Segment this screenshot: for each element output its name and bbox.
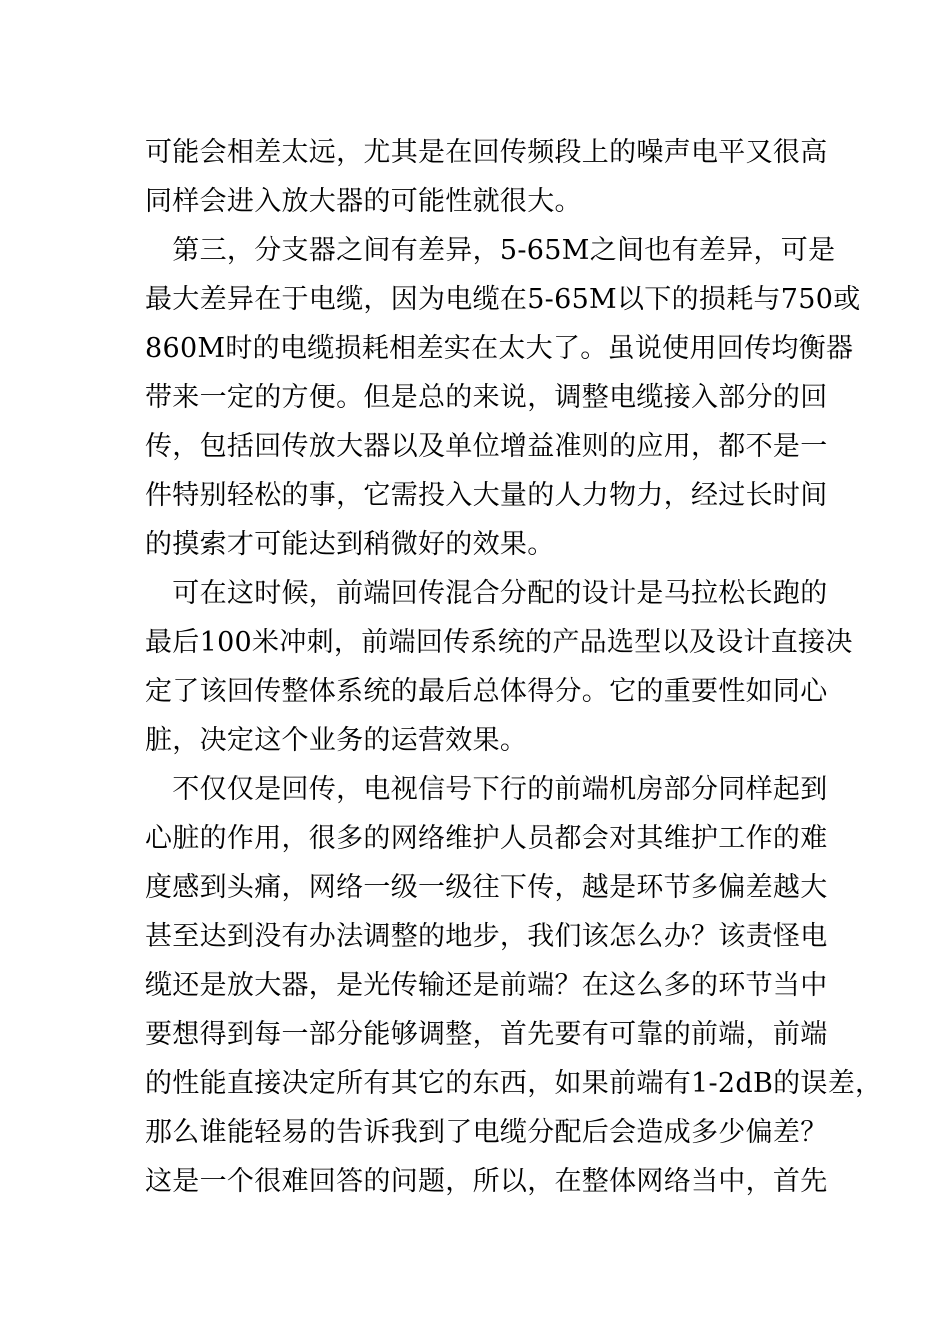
text-line: 甚至达到没有办法调整的地步，我们该怎么办？该责怪电 [145, 921, 828, 952]
text-line: 要想得到每一部分能够调整，首先要有可靠的前端，前端 [145, 1019, 828, 1050]
text-line: 度感到头痛，网络一级一级往下传，越是环节多偏差越大 [145, 872, 828, 903]
text-line: 可在这时候，前端回传混合分配的设计是马拉松长跑的 [145, 578, 828, 609]
text-line: 同样会进入放大器的可能性就很大。 [145, 186, 582, 217]
text-line: 最后100米冲刺，前端回传系统的产品选型以及设计直接决 [145, 627, 853, 658]
text-line: 缆还是放大器，是光传输还是前端？在这么多的环节当中 [145, 970, 828, 1001]
text-line: 那么谁能轻易的告诉我到了电缆分配后会造成多少偏差？ [145, 1117, 828, 1148]
text-line: 带来一定的方便。但是总的来说，调整电缆接入部分的回 [145, 382, 828, 413]
text-line: 第三，分支器之间有差异，5-65M之间也有差异，可是 [145, 235, 836, 266]
document-body [145, 128, 883, 1206]
text-line: 传，包括回传放大器以及单位增益准则的应用，都不是一 [145, 431, 828, 462]
text-line: 的性能直接决定所有其它的东西，如果前端有1-2dB的误差， [145, 1068, 883, 1099]
text-line: 不仅仅是回传，电视信号下行的前端机房部分同样起到 [145, 774, 828, 805]
text-line: 脏，决定这个业务的运营效果。 [145, 725, 528, 756]
text-line: 这是一个很难回答的问题，所以，在整体网络当中，首先 [145, 1166, 828, 1197]
text-line: 定了该回传整体系统的最后总体得分。它的重要性如同心 [145, 676, 828, 707]
text-line: 860M时的电缆损耗相差实在太大了。虽说使用回传均衡器 [145, 333, 854, 364]
text-line: 最大差异在于电缆，因为电缆在5-65M以下的损耗与750或 [145, 284, 861, 315]
text-line: 心脏的作用，很多的网络维护人员都会对其维护工作的难 [145, 823, 828, 854]
text-line: 件特别轻松的事，它需投入大量的人力物力，经过长时间 [145, 480, 828, 511]
text-line: 可能会相差太远，尤其是在回传频段上的噪声电平又很高 [145, 137, 828, 168]
text-line: 的摸索才可能达到稍微好的效果。 [145, 529, 555, 560]
